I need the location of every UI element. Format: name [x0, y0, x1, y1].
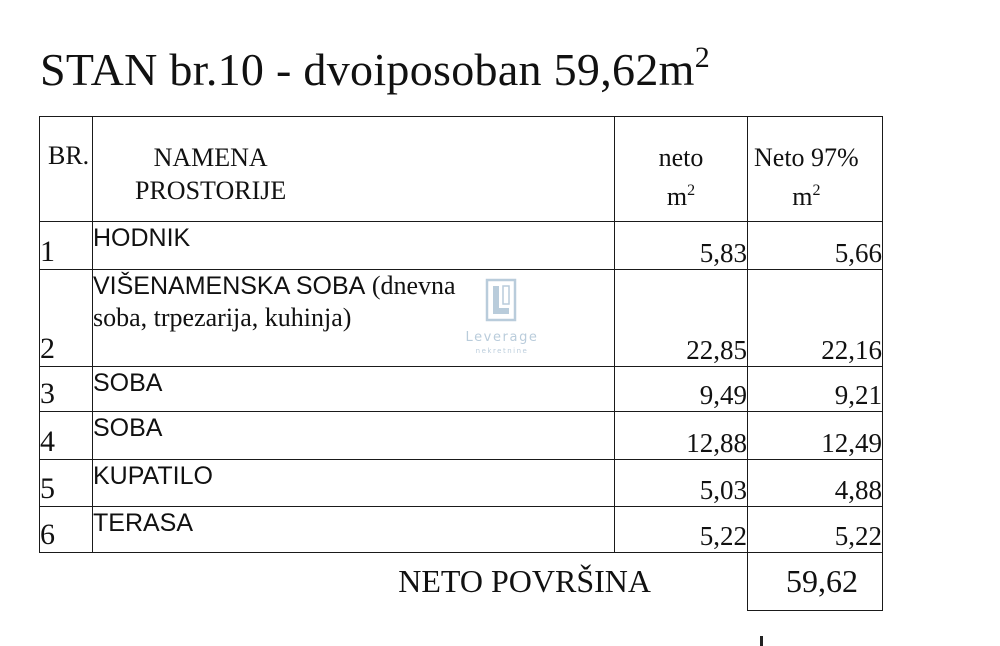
header-neto-unit: m [666, 182, 688, 211]
watermark [452, 278, 552, 368]
total-row [40, 553, 883, 611]
table-row [40, 367, 883, 412]
room-name: TERASA [93, 507, 615, 553]
header-neto-line1: neto [658, 143, 704, 172]
neto-value: 12,88 [615, 412, 748, 460]
neto97-value: 9,21 [748, 367, 883, 412]
header-name-line1: NAMENA [153, 143, 268, 172]
row-number: 1 [40, 222, 93, 270]
header-br [40, 117, 93, 222]
watermark-brand: Leverage [465, 330, 539, 345]
header-neto-label [615, 141, 747, 213]
neto97-value: 5,22 [748, 507, 883, 553]
row-number: 3 [40, 367, 93, 412]
title-text: STAN br.10 - dvoiposoban 59,62m [40, 44, 695, 95]
header-neto97-line2 [754, 174, 859, 213]
room-name-line2: soba, trpezarija, kuhinja) [93, 303, 352, 332]
row-number: 6 [40, 507, 93, 553]
header-name-line2: PROSTORIJE [135, 176, 287, 205]
neto-value: 5,83 [615, 222, 748, 270]
row-number: 2 [40, 270, 93, 367]
header-neto97 [748, 117, 883, 222]
table-row [40, 412, 883, 460]
row-number: 4 [40, 412, 93, 460]
neto97-value: 4,88 [748, 460, 883, 507]
table-header-row [40, 117, 883, 222]
page-title [40, 28, 710, 100]
neto-value: 5,03 [615, 460, 748, 507]
row-number: 5 [40, 460, 93, 507]
header-neto [615, 117, 748, 222]
header-name [93, 117, 615, 222]
table-row [40, 507, 883, 553]
table-row [40, 460, 883, 507]
header-neto-unit-sup: 2 [687, 182, 696, 199]
header-neto97-line1: Neto 97% [754, 143, 859, 172]
room-name: HODNIK [93, 222, 615, 270]
header-neto-line2 [615, 174, 747, 213]
room-name-line1-rest: (dnevna [365, 271, 456, 300]
neto97-value: 12,49 [748, 412, 883, 460]
header-neto97-unit: m [792, 182, 813, 211]
neto-value: 5,22 [615, 507, 748, 553]
neto-value: 9,49 [615, 367, 748, 412]
header-neto97-unit-sup: 2 [812, 182, 821, 199]
room-name: SOBA [93, 412, 615, 460]
room-name: SOBA [93, 367, 615, 412]
header-br-label: BR. [48, 141, 90, 170]
table-row [40, 222, 883, 270]
neto-value: 22,85 [615, 270, 748, 367]
header-name-label [135, 141, 286, 207]
total-label: NETO POVRŠINA [398, 563, 651, 600]
title-superscript: 2 [694, 41, 711, 74]
stray-mark [760, 636, 763, 646]
neto97-value: 5,66 [748, 222, 883, 270]
room-name: KUPATILO [93, 460, 615, 507]
leverage-logo-icon [484, 278, 518, 322]
room-name-line1-main: VIŠENAMENSKA SOBA [93, 272, 366, 300]
watermark-sub: nekretnine [475, 347, 529, 355]
header-neto97-label [754, 141, 859, 213]
neto97-value: 22,16 [748, 270, 883, 367]
total-value: 59,62 [748, 553, 883, 611]
